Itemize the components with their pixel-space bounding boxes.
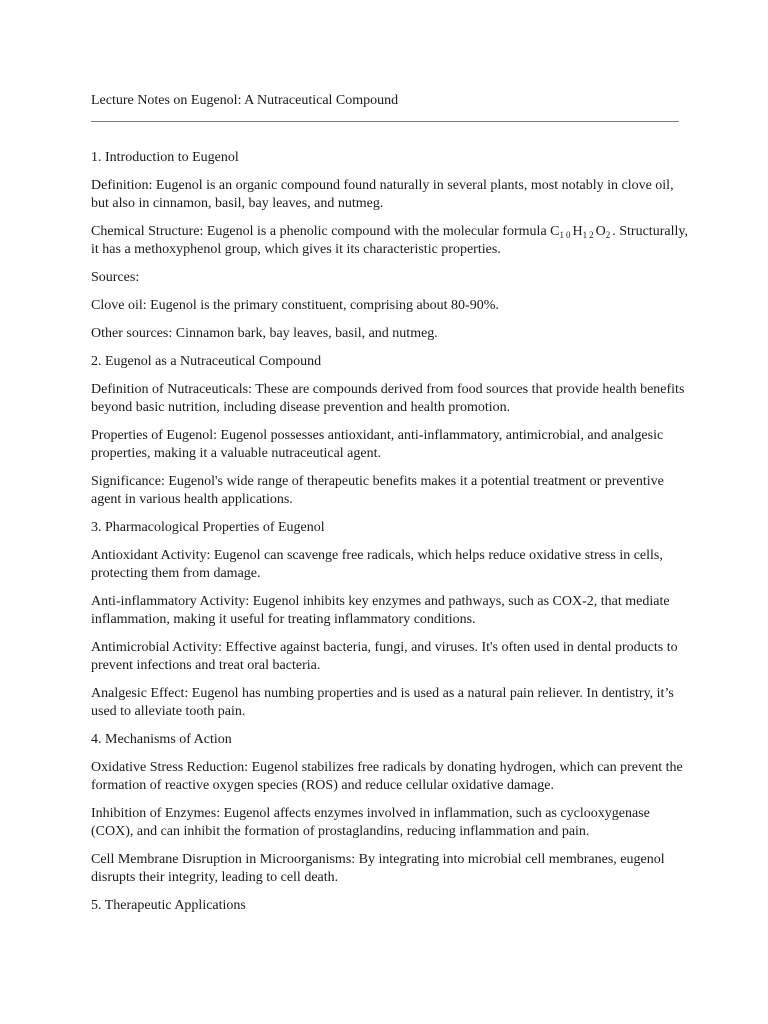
paragraph-significance: Significance: Eugenol's wide range of therapeutic benefits makes it a potential treatment or preventive agent in various health applications. xyxy=(91,474,664,507)
paragraph-anti-inflammatory: Anti-inflammatory Activity: Eugenol inhibits key enzymes and pathways, such as COX-2, that mediate inflammation, making it useful for treating inflammatory conditions. xyxy=(91,594,670,627)
section-heading-mechanisms: 4. Mechanisms of Action xyxy=(91,732,232,747)
paragraph-nutraceutical-definition: Definition of Nutraceuticals: These are compounds derived from food sources that provide health benefits beyond basic nutrition, including disease prevention and health promotion. xyxy=(91,382,685,415)
paragraph-oxidative-stress: Oxidative Stress Reduction: Eugenol stabilizes free radicals by donating hydrogen, which can prevent the formation of reactive oxygen species (ROS) and reduce cellular oxidative damage. xyxy=(91,760,683,793)
paragraph-clove-oil: Clove oil: Eugenol is the primary constituent, comprising about 80-90%. xyxy=(91,298,499,313)
paragraph-enzyme-inhibition: Inhibition of Enzymes: Eugenol affects enzymes involved in inflammation, such as cyclooxygenase (COX), and can inhibit the formation of prostaglandins, reducing inflammation and pain. xyxy=(91,806,650,839)
section-heading-nutraceutical: 2. Eugenol as a Nutraceutical Compound xyxy=(91,354,322,369)
title-divider xyxy=(91,121,679,122)
document-body xyxy=(91,149,691,925)
paragraph-antimicrobial: Antimicrobial Activity: Effective against bacteria, fungi, and viruses. It's often used in dental products to prevent infections and treat oral bacteria. xyxy=(91,640,678,673)
document-title: Lecture Notes on Eugenol: A Nutraceutical Compound xyxy=(91,93,399,108)
structure-suffix: . Structurally, it has a methoxyphenol group, which gives it its characteristic properties. xyxy=(91,224,688,257)
paragraph-membrane-disruption: Cell Membrane Disruption in Microorganisms: By integrating into microbial cell membranes, eugenol disrupts their integrity, leading to cell death. xyxy=(91,852,665,885)
formula-hydrogen-subscript: 12 xyxy=(582,230,596,240)
section-heading-introduction: 1. Introduction to Eugenol xyxy=(91,150,239,165)
formula-carbon-subscript: 10 xyxy=(559,230,573,240)
formula-oxygen: O xyxy=(595,224,606,239)
paragraph-sources-label: Sources: xyxy=(91,270,140,285)
paragraph-chemical-structure xyxy=(91,223,691,259)
paragraph-analgesic: Analgesic Effect: Eugenol has numbing properties and is used as a natural pain reliever. In dentistry, it’s used to alleviate tooth pain. xyxy=(91,686,674,719)
section-heading-therapeutic: 5. Therapeutic Applications xyxy=(91,898,246,913)
formula-oxygen-subscript: 2 xyxy=(605,230,613,240)
structure-prefix: Chemical Structure: Eugenol is a phenolic compound with the molecular formula C xyxy=(91,224,560,239)
paragraph-other-sources: Other sources: Cinnamon bark, bay leaves, basil, and nutmeg. xyxy=(91,326,438,341)
section-heading-pharmacology: 3. Pharmacological Properties of Eugenol xyxy=(91,520,325,535)
formula-hydrogen: H xyxy=(572,224,583,239)
paragraph-eugenol-properties: Properties of Eugenol: Eugenol possesses antioxidant, anti-inflammatory, antimicrobial, and analgesic properties, making it a valuable nutraceutical agent. xyxy=(91,428,664,461)
paragraph-antioxidant: Antioxidant Activity: Eugenol can scavenge free radicals, which helps reduce oxidative stress in cells, protecting them from damage. xyxy=(91,548,663,581)
paragraph-definition: Definition: Eugenol is an organic compound found naturally in several plants, most notably in clove oil, but also in cinnamon, basil, bay leaves, and nutmeg. xyxy=(91,178,674,211)
